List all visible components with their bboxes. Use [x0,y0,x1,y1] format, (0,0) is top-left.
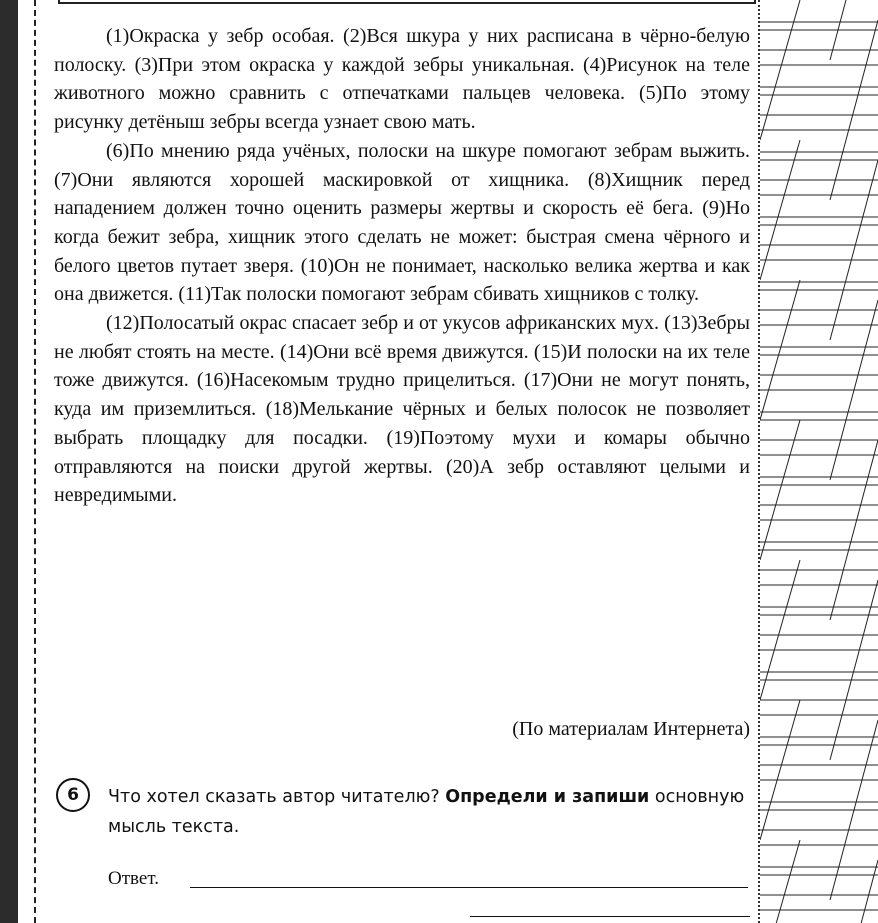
ruling-slant-line [760,700,800,840]
ruling-slant-line [760,0,800,140]
top-frame-remnant [58,0,756,4]
ruling-slant-line [760,840,800,923]
answer-label: Ответ. [108,868,159,889]
ruling-slant-line [830,160,878,340]
task-question-end: основную мысль текста. [108,787,745,837]
ruling-slant-line [760,280,800,420]
task-number-badge: 6 [56,778,90,812]
paragraph-3: (12)Полосатый окрас спасает зебр и от укусов африканских мух. (13)Зебры не любят стоять на месте. (14)Они всё время движутся. (15)И полоски на их теле тоже движутся. (16)Насекомым трудно прицелиться. (17)Они не могут понять, куда им приземлиться. (18)Мелькание чёрных и белых полосок не позволяет выбрать площадку для посадки. (19)Поэтому мухи и комары обычно отправляются на поиски другой жертвы. (20)А зебр оставляют целыми и невредимыми. [54,312,750,507]
task-instruction: Определи и запиши [445,787,650,807]
text-source: (По материалам Интернета) [512,718,750,740]
paragraph-1: (1)Окраска у зебр особая. (2)Вся шкура у них расписана в чёрно-белую полоску. (3)При этом окраска у каждой зебры уникальная. (4)Рисунок на теле животного можно сравнить с отпечатками пальцев человека. (5)По этому рисунку детёныш зебры всегда узнает свою мать. [54,25,750,134]
calligraphy-ruling [760,0,878,923]
reading-text [54,22,750,510]
left-dark-margin [0,0,18,923]
ruling-slant-line [830,20,878,200]
ruling-slant-line [830,440,878,620]
task-question-text: Что хотел сказать автор читателю? [108,787,446,807]
cut-line-left [34,0,36,923]
paragraph-2: (6)По мнению ряда учёных, полоски на шкуре помогают зебрам выжить. (7)Они являются хорошей маскировкой от хищника. (8)Хищник перед нападением должен точно оценить размеры жертвы и скорость её бега. (9)Но когда бежит зебра, хищник этого сделать не может: быстрая смена чёрного и белого цветов путает зверя. (10)Он не понимает, насколько велика жертва и как она движется. (11)Так полоски помогают зебрам сбивать хищников с толку. [54,139,750,306]
ruling-slant-line [830,860,878,923]
ruling-slant-line [760,140,800,280]
task-question [108,782,758,842]
ruling-slant-line [760,560,800,700]
ruling-slant-line [760,420,800,560]
answer-input-line[interactable] [190,887,748,888]
answer-second-line[interactable] [470,916,750,917]
